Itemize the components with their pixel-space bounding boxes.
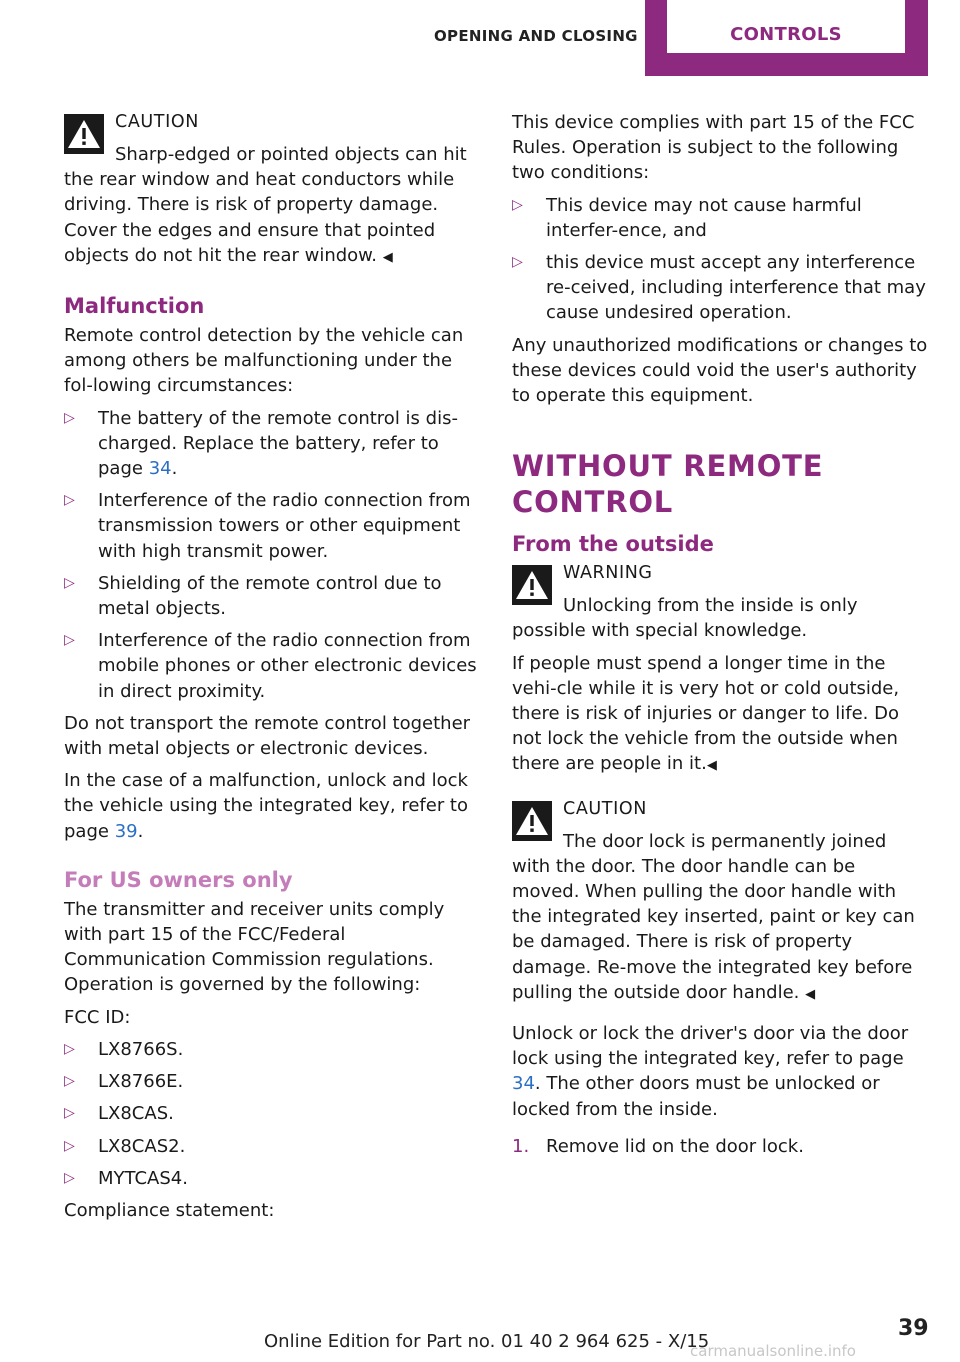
footer-edition: Online Edition for Part no. 01 40 2 964 625 - X/15 <box>264 1331 710 1352</box>
page-link[interactable]: 34 <box>512 1073 535 1095</box>
outside-heading: From the outside <box>512 532 714 557</box>
warning-body-2: If people must spend a longer time in the vehi-cle while it is very hot or cold outside, there is risk of injuries or danger to life. Do not lock the vehicle from the outside when there are people in it. <box>512 652 900 775</box>
header-section-title: OPENING AND CLOSING <box>434 27 638 45</box>
list-item: ▷ LX8766S. <box>64 1037 478 1062</box>
caution-title: CAUTION <box>563 798 647 819</box>
caution-notice <box>512 797 928 1007</box>
malfunction-list <box>64 406 478 704</box>
list-item: ▷ LX8CAS2. <box>64 1134 478 1159</box>
steps-list <box>512 1134 928 1159</box>
warning-body-1: Unlocking from the inside is only possible with special knowledge. <box>512 595 858 642</box>
page-header <box>0 0 960 76</box>
fcc-id-list <box>64 1037 478 1191</box>
warning-title: WARNING <box>563 563 653 584</box>
fcc-intro: This device complies with part 15 of the FCC Rules. Operation is subject to the following two conditions: <box>512 112 915 184</box>
warning-triangle-icon <box>512 565 552 605</box>
list-item: ▷ LX8766E. <box>64 1069 478 1094</box>
us-owners-text: The transmitter and receiver units comply with part 15 of the FCC/Federal Communication Commission regulations. Operation is governed by the following: <box>64 898 445 996</box>
fcc-id-label: FCC ID: <box>64 1006 131 1028</box>
step-item: 1. Remove lid on the door lock. <box>512 1134 928 1159</box>
warning-triangle-icon <box>512 801 552 841</box>
bullet-arrow-icon: ▷ <box>64 574 75 591</box>
page-number: 39 <box>898 1316 929 1341</box>
transport-text: Do not transport the remote control together with metal objects or electronic devices. <box>64 712 471 760</box>
right-column <box>512 110 928 1159</box>
watermark: carmanualsonline.info <box>690 1342 856 1360</box>
malfunction-intro: Remote control detection by the vehicle can among others be malfunctioning under the fol-lowing circumstances: <box>64 325 464 397</box>
main-section-heading: WITHOUT REMOTE CONTROL <box>512 449 824 520</box>
list-item: ▷ MYTCAS4. <box>64 1166 478 1191</box>
end-mark-icon: ◀ <box>382 249 393 265</box>
bullet-arrow-icon: ▷ <box>64 1105 75 1122</box>
header-chapter-tab[interactable] <box>645 0 928 76</box>
page-link[interactable]: 34 <box>148 458 172 480</box>
list-item: ▷ Shielding of the remote control due to metal objects. <box>64 572 442 620</box>
list-item: ▷ this device must accept any interference re-ceived, including interference that may cause undesired operation. <box>512 252 926 324</box>
caution-title: CAUTION <box>115 112 199 132</box>
warning-notice <box>512 561 928 778</box>
list-item: ▷ Interference of the radio connection from mobile phones or other electronic devices in direct proximity. <box>64 630 477 702</box>
us-owners-heading: For US owners only <box>64 867 293 892</box>
bullet-arrow-icon: ▷ <box>64 492 75 509</box>
unlock-text: Unlock or lock the driver's door via the door lock using the integrated key, refer to page 34. The other doors must be unlocked or locked from the inside. <box>512 1023 909 1120</box>
step-number: 1. <box>512 1135 530 1157</box>
end-mark-icon: ◀ <box>805 986 816 1002</box>
bullet-arrow-icon: ▷ <box>512 254 523 271</box>
end-mark-icon: ◀ <box>706 758 717 774</box>
list-item: ▷ This device may not cause harmful interfer-ence, and <box>512 194 862 241</box>
caution-notice <box>64 110 478 270</box>
bullet-arrow-icon: ▷ <box>64 1169 75 1186</box>
modifications-text: Any unauthorized modifications or changes to these devices could void the user's authority to operate this equipment. <box>512 334 928 407</box>
malfunction-case-text: In the case of a malfunction, unlock and lock the vehicle using the integrated key, refer to page 39. <box>64 770 469 842</box>
bullet-arrow-icon: ▷ <box>64 409 75 426</box>
list-item: ▷ The battery of the remote control is dis-charged. Replace the battery, refer to page 34. <box>64 407 458 480</box>
bullet-arrow-icon: ▷ <box>512 196 523 213</box>
bullet-arrow-icon: ▷ <box>64 632 75 649</box>
page-link[interactable]: 39 <box>114 820 138 842</box>
caution-body: The door lock is permanently joined with the door. The door handle can be moved. When pulling the door handle with the integrated key inserted, paint or key can be damaged. There is risk of property damage. Re-move the integrated key before pulling the outside door handle. <box>512 830 915 1003</box>
list-item: ▷ Interference of the radio connection from transmission towers or other equipment with high transmit power. <box>64 490 471 562</box>
malfunction-heading: Malfunction <box>64 294 205 319</box>
bullet-arrow-icon: ▷ <box>64 1040 75 1057</box>
bullet-arrow-icon: ▷ <box>64 1137 75 1154</box>
caution-body: Sharp-edged or pointed objects can hit the rear window and heat conductors while driving. There is risk of property damage. Cover the edges and ensure that pointed objects do not hit the rear window. <box>64 144 467 266</box>
compliance-label: Compliance statement: <box>64 1199 275 1221</box>
bullet-arrow-icon: ▷ <box>64 1073 75 1090</box>
header-chapter-label: CONTROLS <box>730 24 842 45</box>
warning-triangle-icon <box>64 114 104 154</box>
left-column <box>64 110 478 1230</box>
list-item: ▷ LX8CAS. <box>64 1101 478 1126</box>
conditions-list <box>512 193 928 326</box>
